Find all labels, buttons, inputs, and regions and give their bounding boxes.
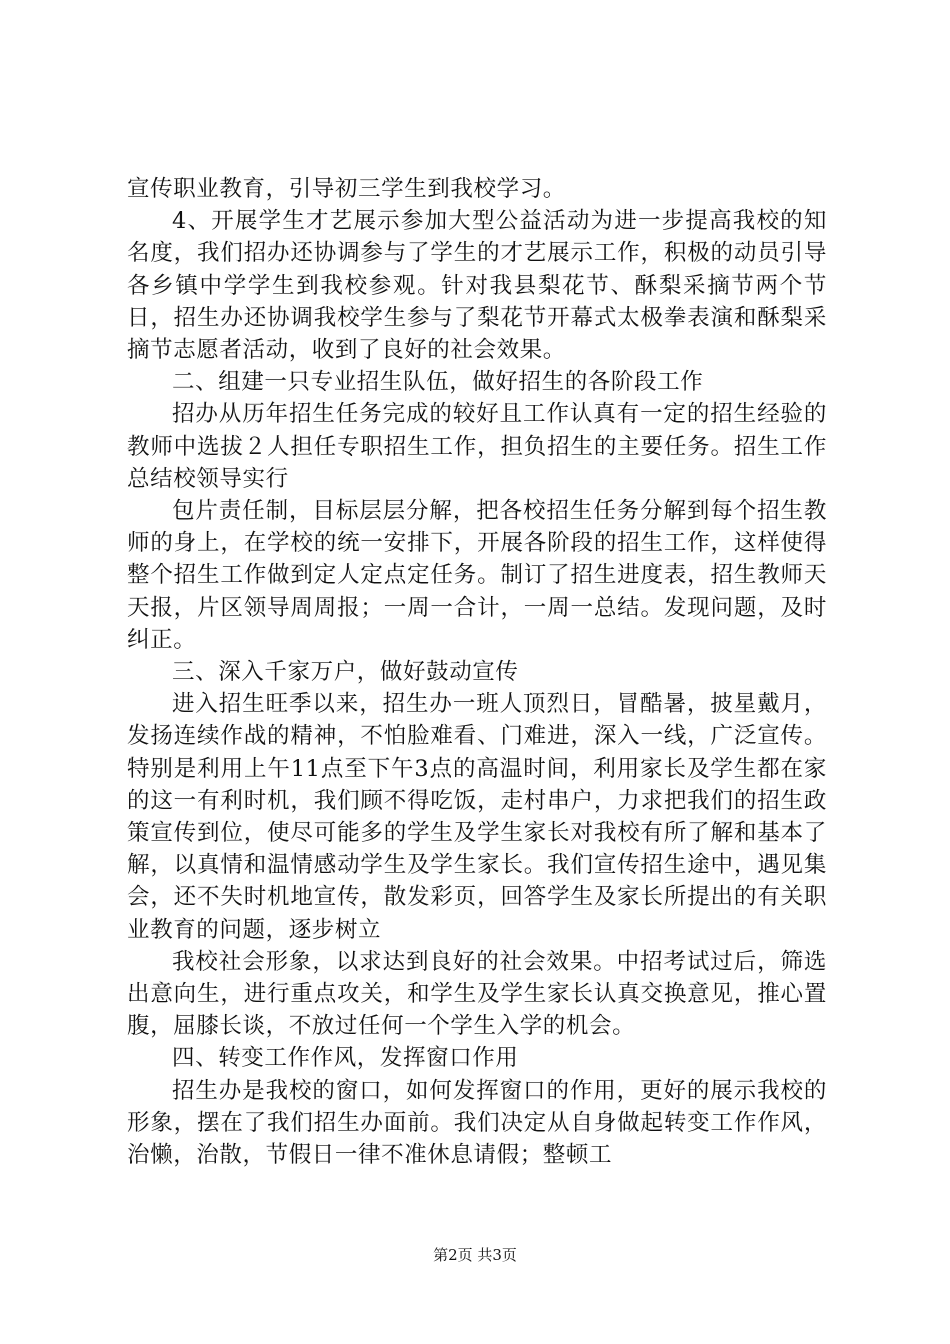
paragraph-talent-show: 4、开展学生才艺展示参加大型公益活动为进一步提高我校的知名度，我们招办还协调参与了学生的才艺展示工作，积极的动员引导各乡镇中学学生到我校参观。针对我县梨花节、酥梨采摘节两个节日，招生办还协调我校学生参与了梨花节开幕式太极拳表演和酥梨采摘节志愿者活动，收到了良好的社会效果。 (127, 208, 827, 364)
section-heading-3: 三、深入千家万户，做好鼓动宣传 (172, 659, 519, 686)
paragraph-team-selection: 招办从历年招生任务完成的较好且工作认真有一定的招生经验的教师中选拔２人担任专职招生工作，担负招生的主要任务。招生工作总结校领导实行 (127, 401, 827, 492)
section-heading-2: 二、组建一只专业招生队伍，做好招生的各阶段工作 (172, 369, 704, 396)
section-heading-4: 四、转变工作作风，发挥窗口作用 (172, 1045, 519, 1072)
paragraph-window-role: 招生办是我校的窗口，如何发挥窗口的作用，更好的展示我校的形象，摆在了我们招生办面前。我们决定从自身做起转变工作作风，治懒，治散，节假日一律不准休息请假；整顿工 (127, 1077, 827, 1169)
paragraph-school-image: 我校社会形象，以求达到良好的社会效果。中招考试过后，筛选出意向生，进行重点攻关，和学生及学生家长认真交换意见，推心置腹，屈膝长谈，不放过任何一个学生入学的机会。 (127, 948, 827, 1040)
paragraph-responsibility: 包片责任制，目标层层分解，把各校招生任务分解到每个招生教师的身上，在学校的统一安排下，开展各阶段的招生工作，这样使得整个招生工作做到定人定点定任务。制订了招生进度表，招生教师天天报，片区领导周周报；一周一合计，一周一总结。发现问题，及时纠正。 (127, 498, 827, 653)
paragraph-continuation: 宣传职业教育，引导初三学生到我校学习。 (127, 176, 566, 202)
paragraph-outreach: 进入招生旺季以来，招生办一班人顶烈日，冒酷暑，披星戴月，发扬连续作战的精神，不怕脸难看、门难进，深入一线，广泛宣传。特别是利用上午11点至下午3点的高温时间，利用家长及学生都在家的这一有利时机，我们顾不得吃饭，走村串户，力求把我们的招生政策宣传到位，使尽可能多的学生及学生家长对我校有所了解和基本了解，以真情和温情感动学生及学生家长。我们宣传招生途中，遇见集会，还不失时机地宣传，散发彩页，回答学生及家长所提出的有关职业教育的问题，逐步树立 (127, 691, 827, 943)
document-body (127, 173, 827, 1171)
page-number-footer: 第2页 共3页 (433, 1246, 517, 1264)
